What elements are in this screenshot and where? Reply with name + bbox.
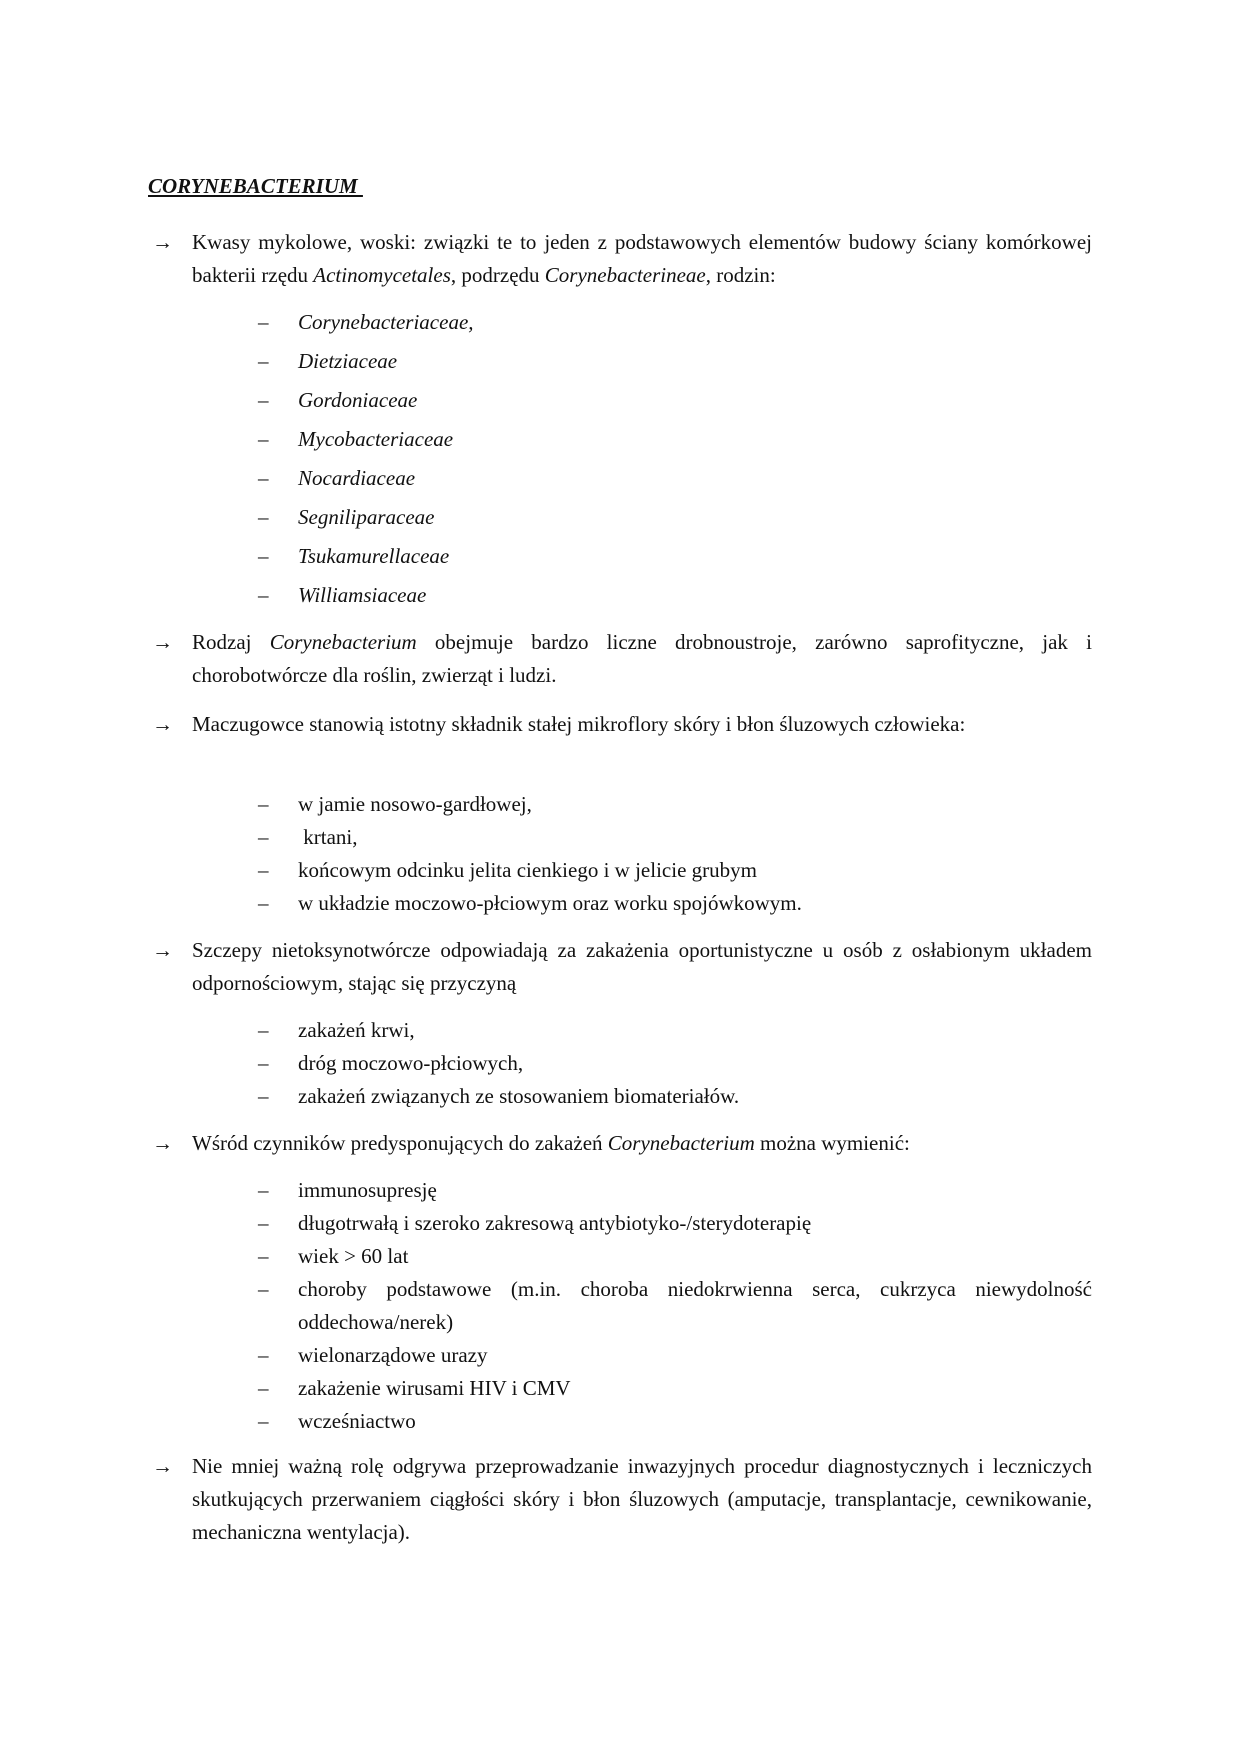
list-item: – Nocardiaceae: [258, 462, 1092, 495]
location-list: [258, 788, 1092, 920]
list-item: – wiek > 60 lat: [258, 1240, 1092, 1273]
paragraph-genus: [152, 626, 1092, 692]
list-item: – krtani,: [258, 821, 1092, 854]
paragraph-text: Nie mniej ważną rolę odgrywa przeprowadzanie inwazyjnych procedur diagnostycznych i leczniczych skutkujących przerwaniem ciągłości skóry i błon śluzowych (amputacje, transplantacje, cewnikowanie, mechaniczna wentylacja).: [192, 1454, 1092, 1544]
arrow-bullet-icon: →: [152, 230, 173, 254]
dash-bullet-icon: –: [258, 891, 269, 915]
arrow-bullet-icon: →: [152, 630, 173, 654]
paragraph-mycolic-acids: [152, 226, 1092, 292]
dash-bullet-icon: –: [258, 349, 269, 373]
infection-list: [258, 1014, 1092, 1113]
dash-bullet-icon: –: [258, 1178, 269, 1202]
dash-bullet-icon: –: [258, 792, 269, 816]
dash-bullet-icon: –: [258, 1051, 269, 1075]
dash-bullet-icon: –: [258, 544, 269, 568]
list-item: – w jamie nosowo-gardłowej,: [258, 788, 1092, 821]
paragraph-text: Kwasy mykolowe, woski: związki te to jeden z podstawowych elementów budowy ściany komórkowej bakterii rzędu Actinomycetales, podrzędu Corynebacterineae, rodzin:: [192, 230, 1092, 287]
arrow-bullet-icon: →: [152, 1454, 173, 1478]
dash-bullet-icon: –: [258, 1277, 269, 1301]
list-item: – wielonarządowe urazy: [258, 1339, 1092, 1372]
dash-bullet-icon: –: [258, 1084, 269, 1108]
dash-bullet-icon: –: [258, 310, 269, 334]
dash-bullet-icon: –: [258, 858, 269, 882]
list-item: – Tsukamurellaceae: [258, 540, 1092, 573]
paragraph-text: Maczugowce stanowią istotny składnik stałej mikroflory skóry i błon śluzowych człowieka:: [192, 712, 966, 736]
paragraph-text: Wśród czynników predysponujących do zakażeń Corynebacterium można wymienić:: [192, 1131, 910, 1155]
list-item: – zakażenie wirusami HIV i CMV: [258, 1372, 1092, 1405]
arrow-bullet-icon: →: [152, 712, 173, 736]
list-item: – Corynebacteriaceae,: [258, 306, 1092, 339]
dash-bullet-icon: –: [258, 1376, 269, 1400]
list-item: – długotrwałą i szeroko zakresową antybiotyko-/sterydoterapię: [258, 1207, 1092, 1240]
list-item: – choroby podstawowe (m.in. choroba niedokrwienna serca, cukrzyca niewydolność oddechowa/nerek): [258, 1273, 1092, 1339]
list-item: – Dietziaceae: [258, 345, 1092, 378]
dash-bullet-icon: –: [258, 583, 269, 607]
arrow-bullet-icon: →: [152, 938, 173, 962]
dash-bullet-icon: –: [258, 427, 269, 451]
arrow-bullet-icon: →: [152, 1131, 173, 1155]
dash-bullet-icon: –: [258, 1409, 269, 1433]
list-item: – Gordoniaceae: [258, 384, 1092, 417]
paragraph-opportunistic: [152, 934, 1092, 1000]
list-item: – Segniliparaceae: [258, 501, 1092, 534]
list-item: – zakażeń związanych ze stosowaniem biomateriałów.: [258, 1080, 1092, 1113]
dash-bullet-icon: –: [258, 1211, 269, 1235]
paragraph-text: Rodzaj Corynebacterium obejmuje bardzo liczne drobnoustroje, zarówno saprofityczne, jak i chorobotwórcze dla roślin, zwierząt i ludzi.: [192, 630, 1092, 687]
list-item: – w układzie moczowo-płciowym oraz worku spojówkowym.: [258, 887, 1092, 920]
list-item: – Williamsiaceae: [258, 579, 1092, 612]
dash-bullet-icon: –: [258, 388, 269, 412]
dash-bullet-icon: –: [258, 825, 269, 849]
dash-bullet-icon: –: [258, 1018, 269, 1042]
list-item: – końcowym odcinku jelita cienkiego i w jelicie grubym: [258, 854, 1092, 887]
list-item: – wcześniactwo: [258, 1405, 1092, 1438]
dash-bullet-icon: –: [258, 1343, 269, 1367]
paragraph-text: Szczepy nietoksynotwórcze odpowiadają za zakażenia oportunistyczne u osób z osłabionym układem odpornościowym, stając się przyczyną: [192, 938, 1092, 995]
list-item: – zakażeń krwi,: [258, 1014, 1092, 1047]
list-item: – dróg moczowo-płciowych,: [258, 1047, 1092, 1080]
document-title: CORYNEBACTERIUM: [148, 174, 363, 198]
family-list: [258, 306, 1092, 618]
list-item: – Mycobacteriaceae: [258, 423, 1092, 456]
list-item: – immunosupresję: [258, 1174, 1092, 1207]
dash-bullet-icon: –: [258, 505, 269, 529]
paragraph-factors: [152, 1127, 1092, 1160]
dash-bullet-icon: –: [258, 466, 269, 490]
factor-list: [258, 1174, 1092, 1438]
paragraph-microflora: [152, 708, 1092, 741]
dash-bullet-icon: –: [258, 1244, 269, 1268]
paragraph-invasive-procedures: [152, 1450, 1092, 1549]
